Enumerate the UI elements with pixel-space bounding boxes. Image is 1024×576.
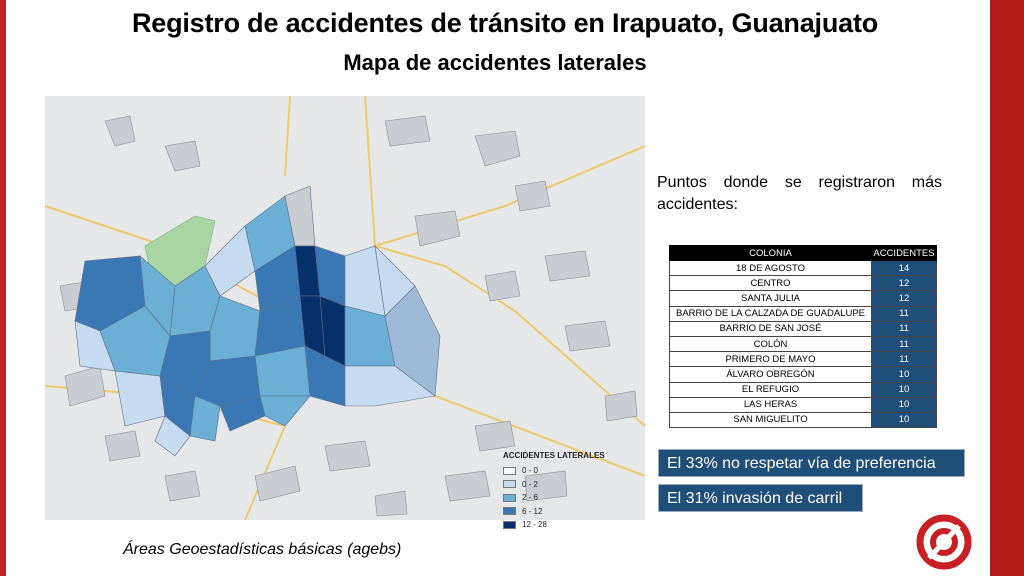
footnote: Áreas Geoestadísticas básicas (agebs) — [123, 541, 402, 558]
colonia-cell: 18 DE AGOSTO — [670, 261, 872, 276]
legend-label: 6 - 12 — [522, 506, 543, 516]
left-accent-band — [0, 0, 6, 576]
legend-title: ACCIDENTES LATERALES — [503, 451, 605, 460]
accidentes-cell: 11 — [872, 352, 937, 367]
legend-swatch — [503, 521, 516, 529]
colonia-cell: LAS HERAS — [670, 397, 872, 412]
slide-subtitle: Mapa de accidentes laterales — [343, 50, 647, 75]
legend-label: 0 - 0 — [522, 466, 539, 476]
colonia-cell: SANTA JULIA — [670, 291, 872, 306]
accidentes-cell: 12 — [872, 291, 937, 306]
legend-item — [503, 478, 623, 492]
colonia-cell: SAN MIGUELITO — [670, 412, 872, 427]
accidentes-cell: 11 — [872, 306, 937, 321]
colonia-cell: BARRIO DE SAN JOSÉ — [670, 321, 872, 336]
legend-swatch — [503, 494, 516, 502]
accidents-table — [669, 245, 937, 428]
legend-item — [503, 518, 623, 532]
accidentes-cell: 14 — [872, 261, 937, 276]
accidentes-cell: 10 — [872, 412, 937, 427]
legend-label: 0 - 2 — [522, 479, 539, 489]
table-row — [670, 382, 937, 397]
legend-item — [503, 464, 623, 478]
table-row — [670, 367, 937, 382]
legend-label: 2 - 6 — [522, 493, 539, 503]
table-row — [670, 336, 937, 351]
colonia-cell: EL REFUGIO — [670, 382, 872, 397]
column-header-colonia: COLONIA — [670, 246, 872, 261]
table-row — [670, 352, 937, 367]
accidentes-cell: 10 — [872, 397, 937, 412]
points-caption: Puntos donde se registraron más accidentes: — [657, 174, 942, 213]
table-row — [670, 412, 937, 427]
choropleth-map[interactable] — [45, 96, 645, 530]
accidentes-cell: 11 — [872, 321, 937, 336]
map-legend — [503, 451, 623, 532]
accidentes-cell: 10 — [872, 367, 937, 382]
stat-invasion-carril: El 31% invasión de carril — [658, 484, 863, 512]
legend-swatch — [503, 467, 516, 475]
table-row — [670, 291, 937, 306]
legend-swatch — [503, 480, 516, 488]
legend-swatch — [503, 507, 516, 515]
colonia-cell: BARRIO DE LA CALZADA DE GUADALUPE — [670, 306, 872, 321]
colonia-cell: ÁLVARO OBREGÓN — [670, 367, 872, 382]
table-row — [670, 261, 937, 276]
table-row — [670, 306, 937, 321]
colonia-cell: CENTRO — [670, 276, 872, 291]
legend-label: 12 - 28 — [522, 520, 547, 530]
legend-item — [503, 491, 623, 505]
slide-title: Registro de accidentes de tránsito en Irapuato, Guanajuato — [131, 8, 879, 38]
table-row — [670, 397, 937, 412]
right-accent-band — [990, 0, 1024, 576]
column-header-accidentes: ACCIDENTES — [873, 247, 935, 259]
legend-item — [503, 505, 623, 519]
stat-preferencia: El 33% no respetar vía de preferencia — [658, 449, 965, 477]
colonia-cell: PRIMERO DE MAYO — [670, 352, 872, 367]
table-row — [670, 276, 937, 291]
circle-logo-icon — [913, 514, 975, 570]
table-header-row — [670, 246, 937, 261]
accidentes-cell: 12 — [872, 276, 937, 291]
accidentes-cell: 11 — [872, 336, 937, 351]
colonia-cell: COLÓN — [670, 336, 872, 351]
table-row — [670, 321, 937, 336]
accidentes-cell: 10 — [872, 382, 937, 397]
